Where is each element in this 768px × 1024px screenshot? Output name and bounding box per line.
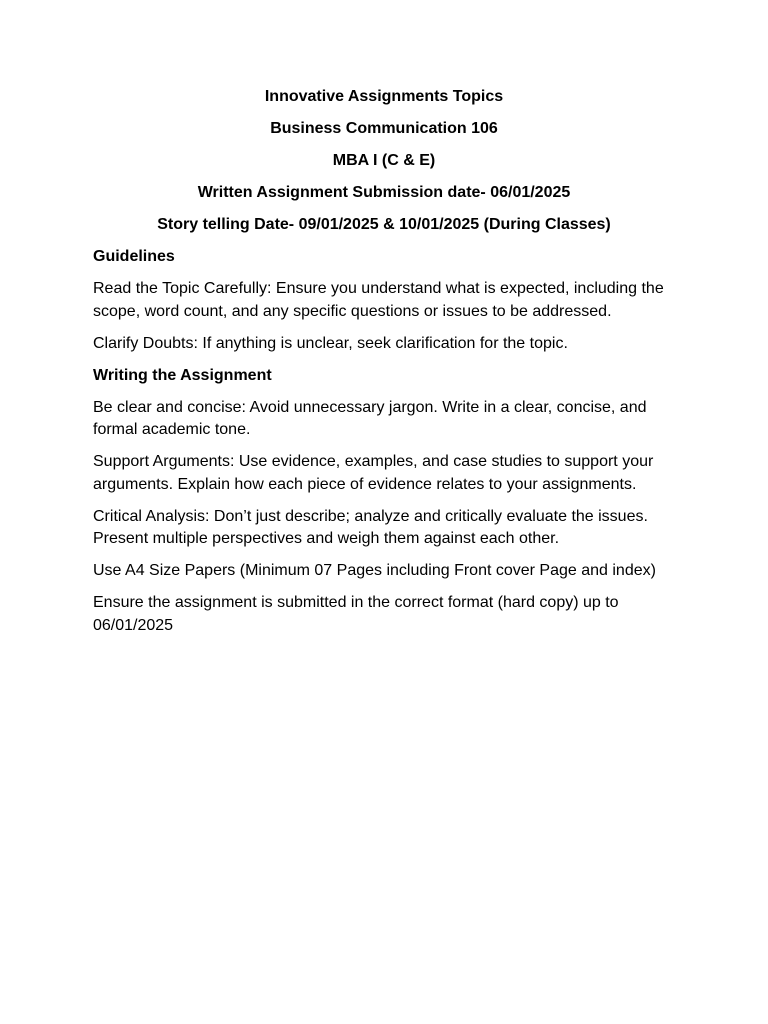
writing-paragraph: Be clear and concise: Avoid unnecessary jargon. Write in a clear, concise, and formal academic tone. xyxy=(93,398,647,438)
writing-heading: Writing the Assignment xyxy=(93,366,272,384)
course-name: Business Communication 106 xyxy=(270,120,498,137)
guideline-paragraph: Read the Topic Carefully: Ensure you understand what is expected, including the scope, word count, and any specific questions or issues to be addressed. xyxy=(93,280,664,320)
document-content xyxy=(93,86,675,647)
writing-paragraph: Support Arguments: Use evidence, examples, and case studies to support your arguments. Explain how each piece of evidence relates to your assignments. xyxy=(93,453,654,493)
guideline-paragraph: Clarify Doubts: If anything is unclear, seek clarification for the topic. xyxy=(93,334,568,352)
program-section: MBA I (C & E) xyxy=(332,152,436,169)
writing-paragraph: Critical Analysis: Don’t just describe; analyze and critically evaluate the issues. Present multiple perspectives and weigh them against each other. xyxy=(93,507,648,547)
guidelines-heading: Guidelines xyxy=(93,248,175,265)
writing-paragraph: Use A4 Size Papers (Minimum 07 Pages including Front cover Page and index) xyxy=(93,562,656,579)
storytelling-date: Story telling Date- 09/01/2025 & 10/01/2025 (During Classes) xyxy=(157,216,611,233)
submission-date: Written Assignment Submission date- 06/01/2025 xyxy=(197,184,571,201)
document-title: Innovative Assignments Topics xyxy=(264,88,504,105)
writing-paragraph: Ensure the assignment is submitted in the correct format (hard copy) up to 06/01/2025 xyxy=(93,594,619,634)
